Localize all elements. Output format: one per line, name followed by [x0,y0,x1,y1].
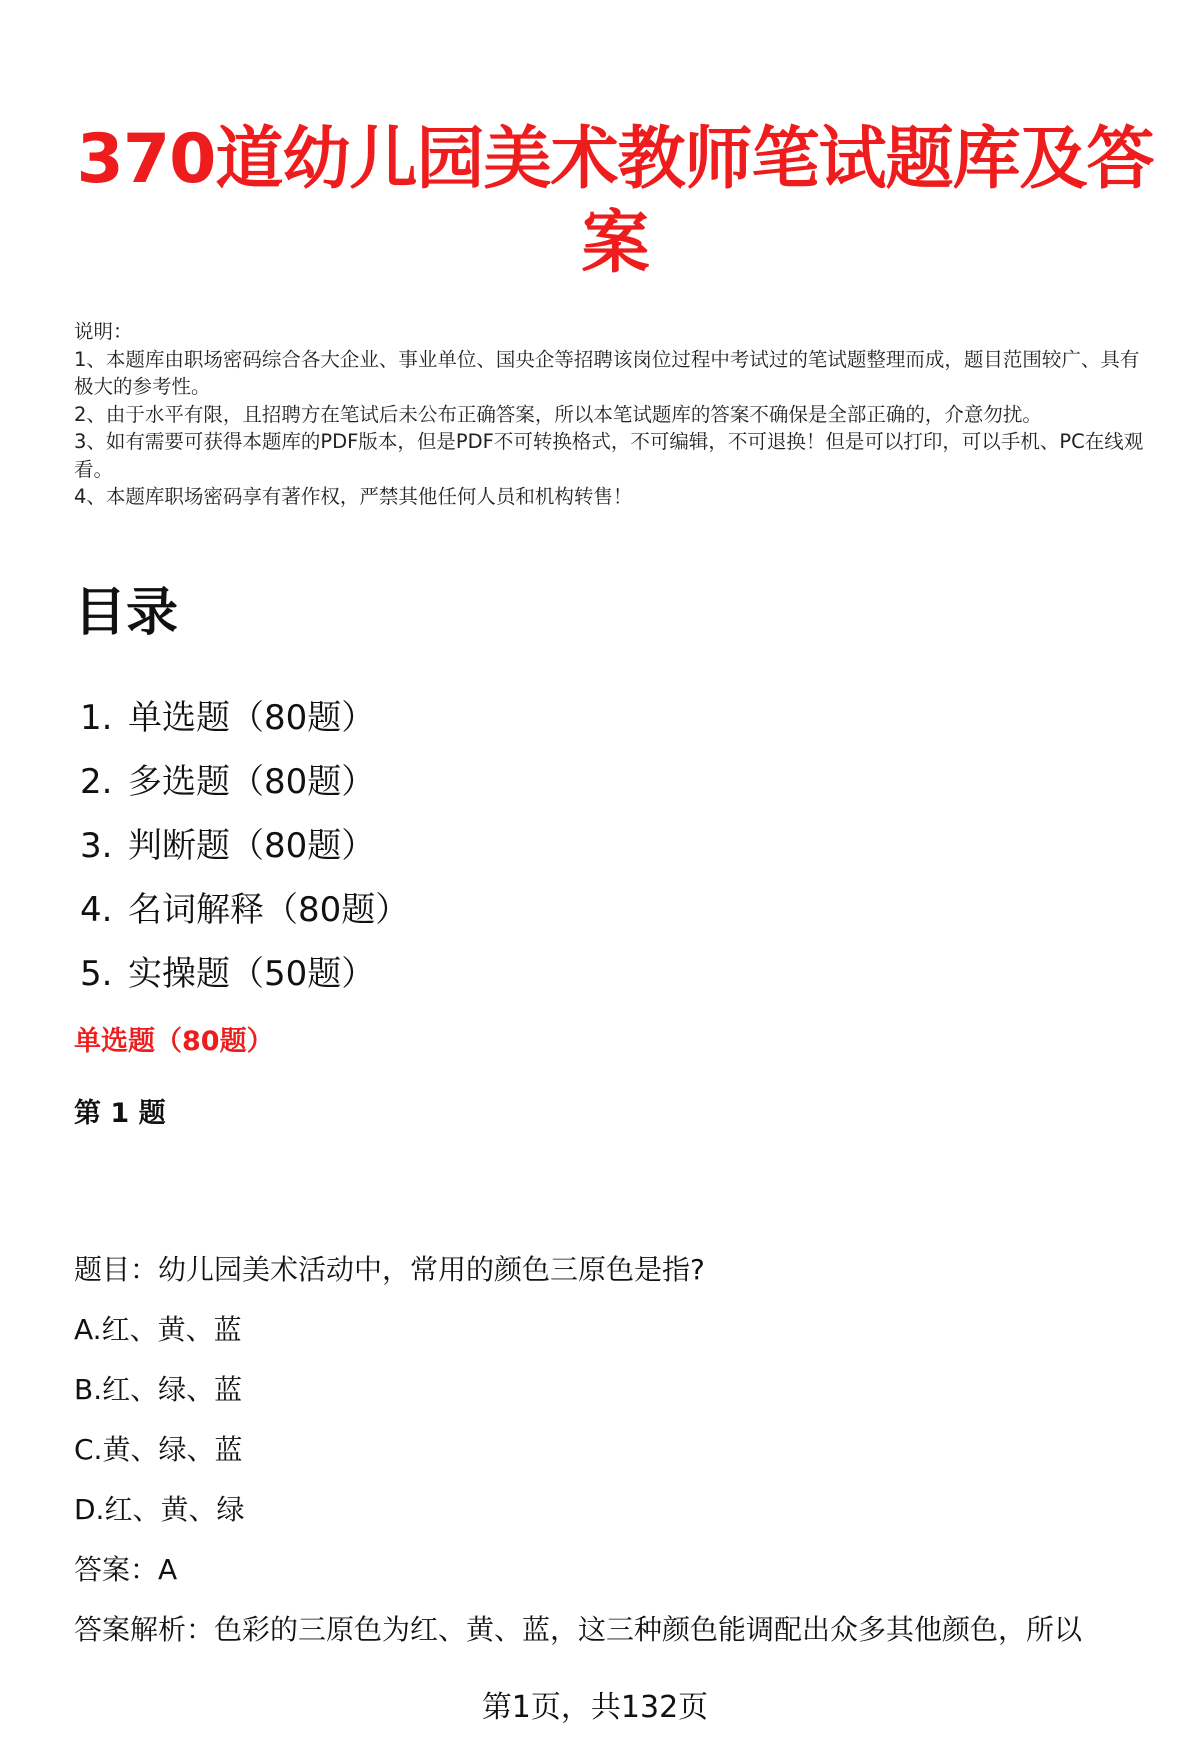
instruction-item: 2、由于水平有限，且招聘方在笔试后未公布正确答案，所以本笔试题库的答案不确保是全部正确的，介意勿扰。 [74,402,1042,426]
table-of-contents [80,686,409,1006]
toc-item-number: 4. [80,890,113,930]
instruction-item: 1、本题库由职场密码综合各大企业、事业单位、国央企等招聘该岗位过程中考试过的笔试题整理而成，题目范围较广、具有极大的参考性。 [74,347,1140,398]
instruction-item: 4、本题库职场密码享有著作权，严禁其他任何人员和机构转售！ [74,485,633,508]
toc-item-number: 3. [80,826,113,866]
question-stem: 题目：幼儿园美术活动中，常用的颜色三原色是指? [74,1253,705,1286]
question-number: 第 1 题 [74,1098,166,1129]
instruction-item: 3、如有需要可获得本题库的PDF版本，但是PDF不可转换格式，不可编辑，不可退换！但是可以打印，可以手机、PC在线观看。 [74,430,1144,481]
instructions-block [74,318,1154,511]
toc-item-label: 名词解释（80题） [128,890,410,930]
instructions-heading: 说明： [74,320,133,343]
toc-item-number: 2. [80,762,113,802]
toc-item-term-definitions[interactable] [80,878,409,942]
toc-item-label: 实操题（50题） [128,954,376,994]
toc-item-practical[interactable] [80,942,409,1006]
option-b: B.红、绿、蓝 [74,1373,243,1406]
toc-item-label: 多选题（80题） [128,762,376,802]
option-d: D.红、黄、绿 [74,1493,245,1526]
toc-item-single-choice[interactable] [80,686,409,750]
toc-item-true-false[interactable] [80,814,409,878]
toc-heading: 目录 [74,583,179,643]
toc-item-number: 5. [80,954,113,994]
toc-item-label: 判断题（80题） [128,826,376,866]
toc-item-label: 单选题（80题） [128,698,376,738]
document-title: 370道幼儿园美术教师笔试题库及答案 [76,120,1154,283]
option-a: A.红、黄、蓝 [74,1313,242,1346]
question-block [74,1240,1164,1660]
option-c: C.黄、绿、蓝 [74,1433,243,1466]
section-heading: 单选题（80题） [74,1026,274,1057]
answer: 答案：A [74,1553,178,1586]
answer-analysis: 答案解析：色彩的三原色为红、黄、蓝，这三种颜色能调配出众多其他颜色，所以 [74,1613,1083,1646]
toc-item-multiple-choice[interactable] [80,750,409,814]
toc-item-number: 1. [80,698,113,738]
page-footer: 第1页，共132页 [481,1690,709,1725]
